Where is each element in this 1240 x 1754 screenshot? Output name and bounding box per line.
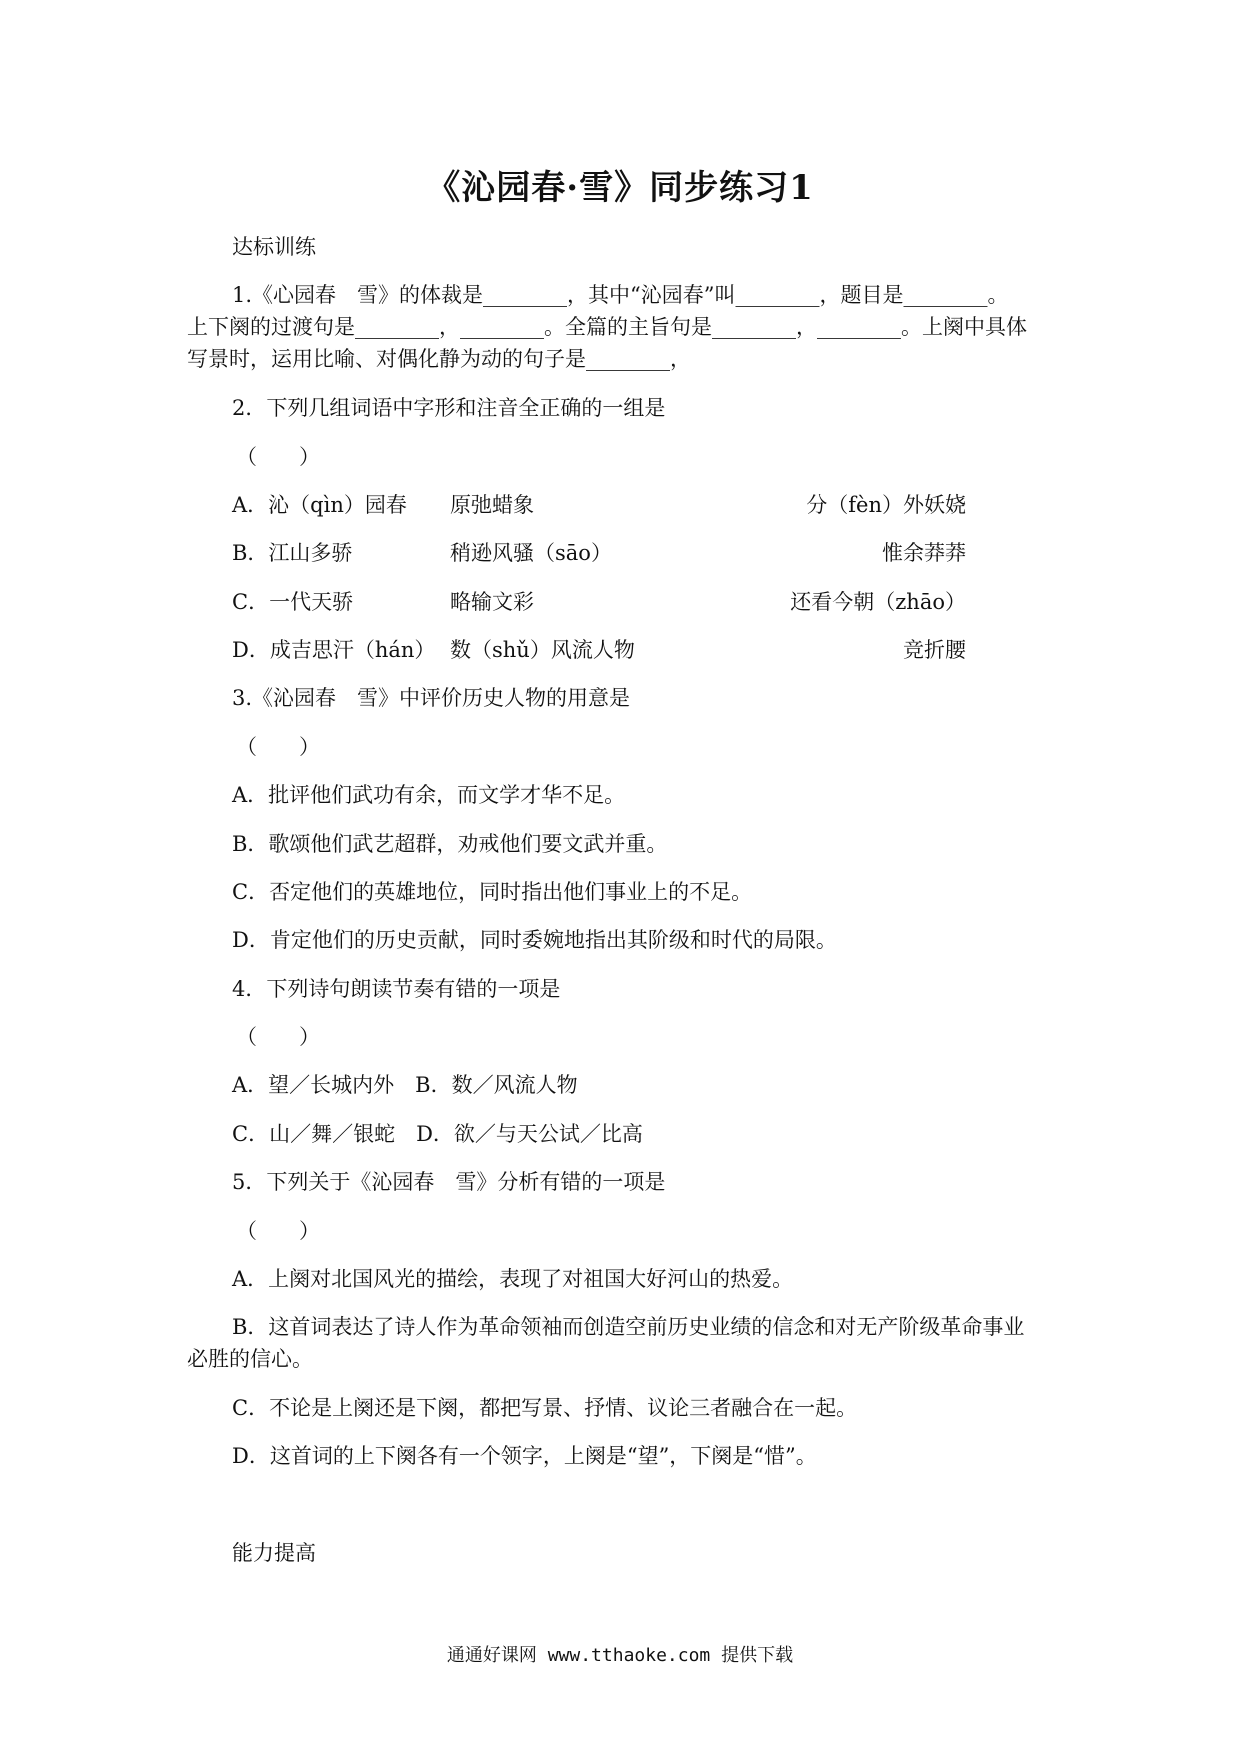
q3-option-c: C．否定他们的英雄地位，同时指出他们事业上的不足。 <box>232 880 753 904</box>
q3-option-a: A．批评他们武功有余，而文学才华不足。 <box>232 783 626 807</box>
q2-option-b-2: 稍逊风骚（sāo） <box>450 541 612 565</box>
q4-stem: 4．下列诗句朗读节奏有错的一项是 <box>232 977 561 1001</box>
q1-line-2: 上下阕的过渡句是________，________。全篇的主旨句是________，________。上阕中具体 <box>187 315 1027 339</box>
q2-option-c-2: 略输文彩 <box>450 590 534 614</box>
q5-option-d: D．这首词的上下阕各有一个领字，上阕是“望”，下阕是“惜”。 <box>232 1444 817 1468</box>
q2-option-a-3: 分（fèn）外妖娆 <box>806 493 966 517</box>
q1-line-1: 1.《心园春 雪》的体裁是________，其中“沁园春”叫________，题目是________。 <box>232 283 1009 307</box>
q5-stem: 5．下列关于《沁园春 雪》分析有错的一项是 <box>232 1170 666 1194</box>
q5-option-b-line-1: B．这首词表达了诗人作为革命领袖而创造空前历史业绩的信念和对无产阶级革命事业 <box>232 1315 1025 1339</box>
q4-options-cd: C．山／舞／银蛇 D．欲／与天公试／比高 <box>232 1122 643 1146</box>
q5-option-b-line-2: 必胜的信心。 <box>187 1347 313 1371</box>
q1-line-3: 写景时，运用比喻、对偶化静为动的句子是________， <box>187 347 691 371</box>
q2-stem: 2．下列几组词语中字形和注音全正确的一组是 <box>232 396 666 420</box>
q5-option-c: C．不论是上阕还是下阕，都把写景、抒情、议论三者融合在一起。 <box>232 1396 858 1420</box>
q3-option-d: D．肯定他们的历史贡献，同时委婉地指出其阶级和时代的局限。 <box>232 928 837 952</box>
q2-option-c-1: C．一代天骄 <box>232 590 354 614</box>
q4-options-ab: A．望／长城内外 B．数／风流人物 <box>232 1073 578 1097</box>
q4-answer-paren: （ ） <box>236 1025 320 1049</box>
section-heading-training: 达标训练 <box>232 235 316 259</box>
q3-answer-paren: （ ） <box>236 735 320 759</box>
q3-option-b: B．歌颂他们武艺超群，劝戒他们要文武并重。 <box>232 832 668 856</box>
q2-option-c-3: 还看今朝（zhāo） <box>790 590 966 614</box>
q5-option-a: A．上阕对北国风光的描绘，表现了对祖国大好河山的热爱。 <box>232 1267 794 1291</box>
q3-stem: 3.《沁园春 雪》中评价历史人物的用意是 <box>232 686 631 710</box>
q2-option-b-3: 惟余莽莽 <box>882 541 966 565</box>
q2-option-a-1: A．沁（qìn）园春 <box>232 493 407 517</box>
q2-answer-paren: （ ） <box>236 445 320 469</box>
q2-option-b-1: B．江山多骄 <box>232 541 353 565</box>
q2-option-d-3: 竞折腰 <box>903 638 966 662</box>
page-footer: 通通好课网 www.tthaoke.com 提供下载 <box>446 1645 794 1666</box>
q5-answer-paren: （ ） <box>236 1219 320 1243</box>
q2-option-d-1: D．成吉思汗（hán） <box>232 638 436 662</box>
q2-option-d-2: 数（shǔ）风流人物 <box>450 638 635 662</box>
q2-option-a-2: 原弛蜡象 <box>450 493 534 517</box>
page-title: 《沁园春·雪》同步练习1 <box>426 168 814 208</box>
section-heading-improvement: 能力提高 <box>232 1541 316 1565</box>
